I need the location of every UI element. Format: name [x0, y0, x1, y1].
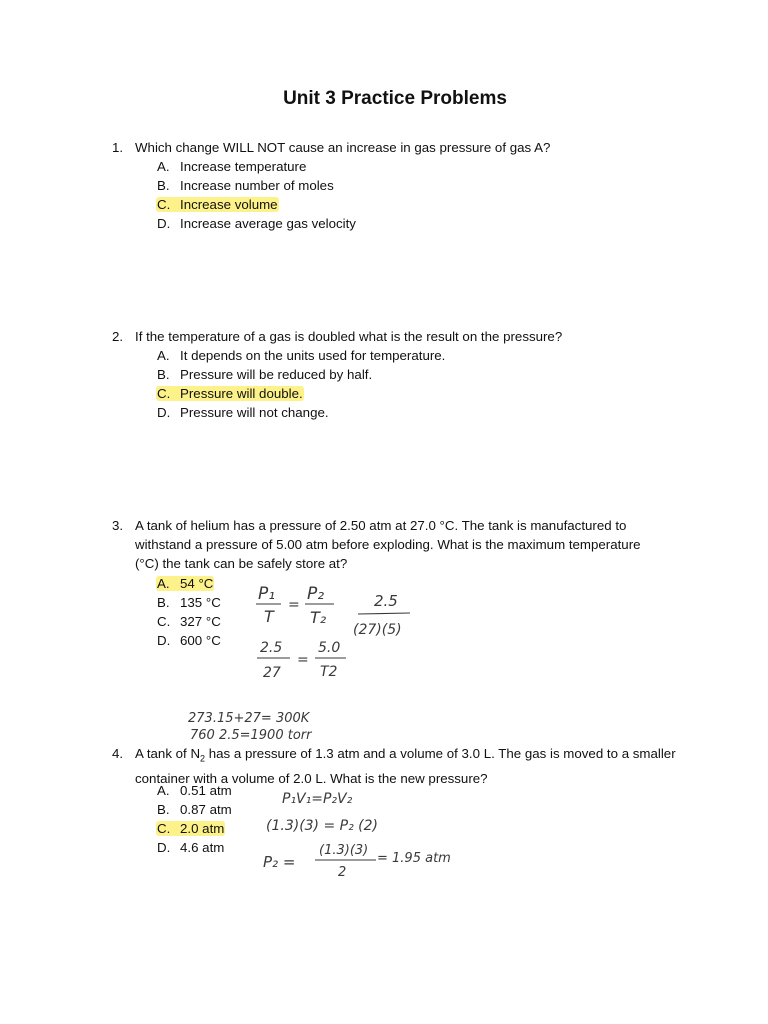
option-b: B. 0.87 atm	[157, 802, 232, 817]
hw-q3-p2: P₂	[307, 584, 325, 604]
hw-q3-eq: =	[288, 597, 300, 613]
answer-highlight: C. Increase volume	[157, 197, 278, 212]
question-number: 2.	[112, 329, 124, 344]
hw-q4-p2: P₂ =	[263, 853, 296, 871]
hw-q3-num2: 5.0	[318, 640, 341, 656]
question-text: If the temperature of a gas is doubled what is the result on the pressure?	[135, 329, 563, 344]
hw-q3-p1: P₁	[258, 584, 276, 604]
hw-q3-t1: T	[264, 607, 274, 626]
page-title: Unit 3 Practice Problems	[283, 88, 507, 109]
hw-q3-den1: 27	[263, 665, 281, 681]
option-d: D. 4.6 atm	[157, 840, 225, 855]
question-1	[112, 138, 672, 157]
question-2	[112, 327, 672, 346]
hw-q3-line2: 760 2.5=1900 torr	[190, 728, 312, 743]
option-a: A. It depends on the units used for temperature.	[157, 348, 446, 363]
question-3	[112, 516, 657, 573]
options-q1	[157, 157, 356, 233]
option-c-highlighted	[157, 819, 232, 838]
hw-q3-side-den: (27)(5)	[353, 622, 402, 638]
options-q3	[157, 574, 221, 650]
question-number: 4.	[112, 746, 124, 761]
hw-fraction-bar	[358, 613, 410, 614]
option-c-highlighted	[157, 195, 356, 214]
option-a-highlighted	[157, 574, 221, 593]
hw-q4-line1: P₁V₁=P₂V₂	[282, 791, 353, 807]
question-text: A tank of $N_2$ has a pressure of 1.3 atm and a volume of 3.0 L. The gas is moved to a smaller container with a volume of 2.0 L. What is the new pressure?	[135, 746, 676, 786]
question-text: A tank of helium has a pressure of 2.50 atm at 27.0 °C. The tank is manufactured to withstand a pressure of 5.00 atm before exploding. What is the maximum temperature (°C) the tank can be safely store at?	[135, 518, 641, 571]
hw-q3-num1: 2.5	[260, 640, 283, 656]
options-q2	[157, 346, 445, 422]
hw-q4-line2: (1.3)(3) = P₂ (2)	[266, 818, 378, 834]
option-d: D. 600 °C	[157, 633, 221, 648]
hw-q3-den2: T2	[320, 664, 338, 680]
hw-q3-eq2: =	[297, 652, 309, 668]
option-a: A. Increase temperature	[157, 159, 307, 174]
option-d: D. Increase average gas velocity	[157, 216, 356, 231]
answer-highlight: C. Pressure will double.	[157, 386, 303, 401]
question-number: 1.	[112, 140, 124, 155]
question-number: 3.	[112, 518, 124, 533]
answer-highlight: C. 2.0 atm	[157, 821, 225, 836]
options-q4	[157, 781, 232, 857]
question-text: Which change WILL NOT cause an increase in gas pressure of gas A?	[135, 140, 551, 155]
hw-q3-side-num: 2.5	[374, 592, 398, 610]
option-a: A. 0.51 atm	[157, 783, 232, 798]
option-c-highlighted	[157, 384, 445, 403]
hw-q4-result: = 1.95 atm	[377, 851, 451, 866]
option-d: D. Pressure will not change.	[157, 405, 329, 420]
hw-q4-den: 2	[338, 865, 347, 880]
hw-q3-t2: T₂	[310, 608, 327, 627]
option-b: B. 135 °C	[157, 595, 221, 610]
hw-q4-num: (1.3)(3)	[319, 843, 369, 858]
answer-highlight: A. 54 °C	[157, 576, 214, 591]
hw-q3-line1: 273.15+27= 300K	[188, 711, 310, 726]
option-b: B. Pressure will be reduced by half.	[157, 367, 373, 382]
option-b: B. Increase number of moles	[157, 178, 334, 193]
option-c: C. 327 °C	[157, 614, 221, 629]
